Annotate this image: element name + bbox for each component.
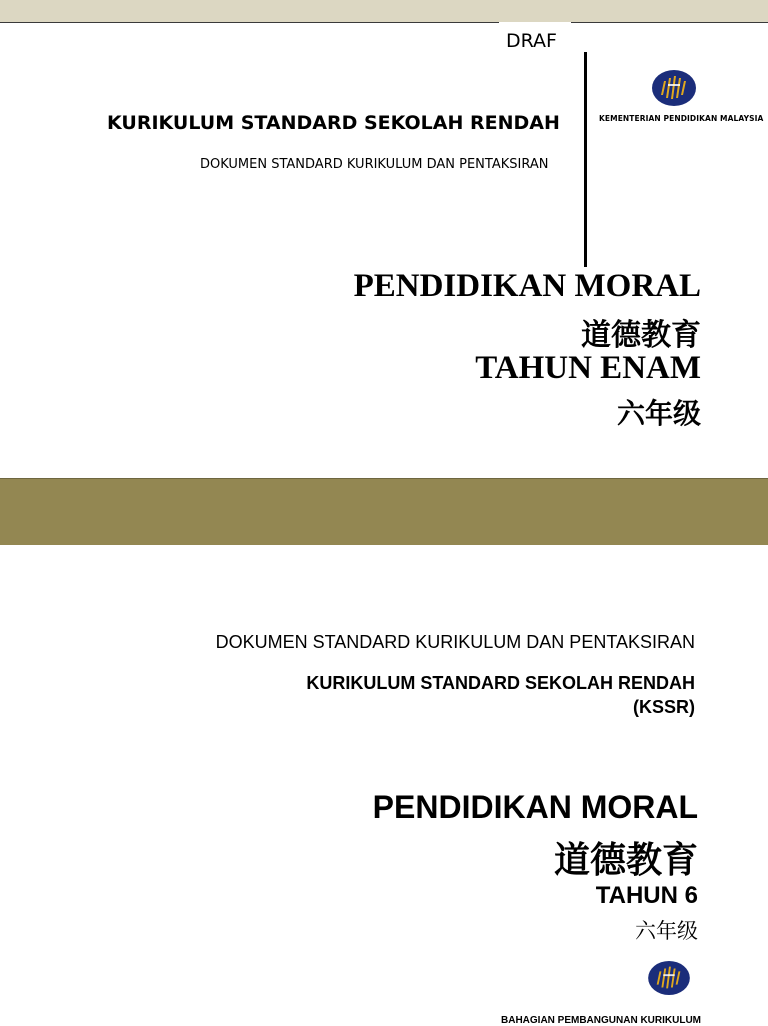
page2-subject-title: PENDIDIKAN MORAL	[372, 789, 698, 825]
cover-subject-title-chinese: 道德教育	[581, 318, 701, 353]
cover-subject-title: PENDIDIKAN MORAL	[353, 268, 701, 304]
cover-year-title: TAHUN ENAM	[475, 350, 701, 386]
page2-curriculum-title: KURIKULUM STANDARD SEKOLAH RENDAH	[306, 673, 695, 693]
page2-document-type: DOKUMEN STANDARD KURIKULUM DAN PENTAKSIRAN	[215, 632, 695, 652]
cover-year-title-chinese: 六年级	[616, 397, 701, 430]
ministry-logo-icon	[652, 69, 696, 107]
page2-year-title-chinese: 六年级	[635, 919, 698, 943]
ministry-name: KEMENTERIAN PENDIDIKAN MALAYSIA	[599, 114, 764, 123]
cover-document-type: DOKUMEN STANDARD KURIKULUM DAN PENTAKSIRAN	[200, 157, 549, 172]
cover-curriculum-title: KURIKULUM STANDARD SEKOLAH RENDAH	[107, 112, 560, 134]
draft-label: DRAF	[506, 30, 557, 52]
page2-abbreviation: (KSSR)	[633, 697, 695, 717]
page-separator-band	[0, 478, 768, 545]
page2-year-title: TAHUN 6	[595, 882, 698, 909]
divider-line	[584, 52, 587, 267]
page2-division-name: BAHAGIAN PEMBANGUNAN KURIKULUM	[501, 1015, 701, 1026]
top-band	[0, 0, 768, 23]
page2-subject-title-chinese: 道德教育	[553, 839, 698, 881]
ministry-logo-icon	[647, 960, 691, 996]
